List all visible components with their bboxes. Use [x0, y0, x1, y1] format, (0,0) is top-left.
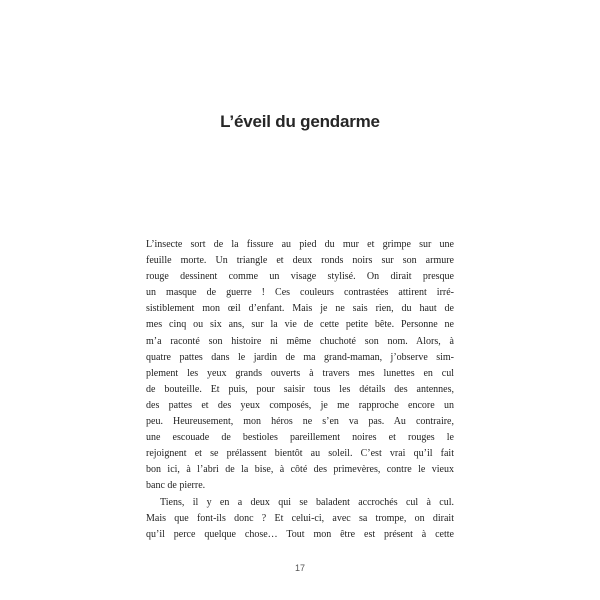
- text-line: banc de pierre.: [146, 480, 206, 492]
- text-line: bon ici, à l’abri de la bise, à côté des primevères, contre le vieux: [146, 464, 454, 476]
- body-text: [146, 237, 454, 543]
- page-number: 17: [294, 563, 305, 573]
- text-line: feuille morte. Un triangle et deux ronds noirs sur son armure: [146, 255, 454, 267]
- text-line: quatre pattes dans le jardin de ma grand-maman, j’observe sim-: [146, 351, 454, 363]
- text-line: L’insecte sort de la fissure au pied du mur et grimpe sur une: [146, 239, 454, 250]
- text-line: de bouteille. Et puis, pour saisir tous les détails des antennes,: [146, 383, 454, 395]
- text-line: plement les yeux grands ouverts à travers mes lunettes en cul: [146, 367, 454, 379]
- text-line: m’a raconté son histoire ni même chuchoté son nom. Alors, à: [146, 335, 454, 347]
- text-line: peu. Heureusement, mon héros ne s’en va pas. Au contraire,: [146, 416, 454, 428]
- chapter-title: L’éveil du gendarme: [220, 112, 380, 131]
- text-line: des pattes et des yeux composés, je me rapproche encore un: [146, 399, 454, 411]
- text-line: qu’il perce quelque chose… Tout mon être est présent à cette: [146, 528, 454, 540]
- text-line: sistiblement mon œil d’enfant. Mais je ne sais rien, du haut de: [146, 303, 454, 315]
- text-line: une escouade de bestioles pareillement noires et rouges le: [146, 432, 454, 444]
- text-line: Mais que font-ils donc ? Et celui-ci, avec sa trompe, on dirait: [146, 512, 454, 524]
- text-line: mes cinq ou six ans, sur la vie de cette petite bête. Personne ne: [146, 319, 454, 331]
- text-line: rouge dessinent comme un visage stylisé. On dirait presque: [146, 271, 454, 283]
- text-line: rejoignent et se prélassent bientôt au soleil. C’est vrai qu’il fait: [146, 448, 454, 460]
- text-line: un masque de guerre ! Ces couleurs contrastées attirent irré-: [146, 287, 454, 299]
- text-line: Tiens, il y en a deux qui se baladent accrochés cul à cul.: [160, 496, 454, 508]
